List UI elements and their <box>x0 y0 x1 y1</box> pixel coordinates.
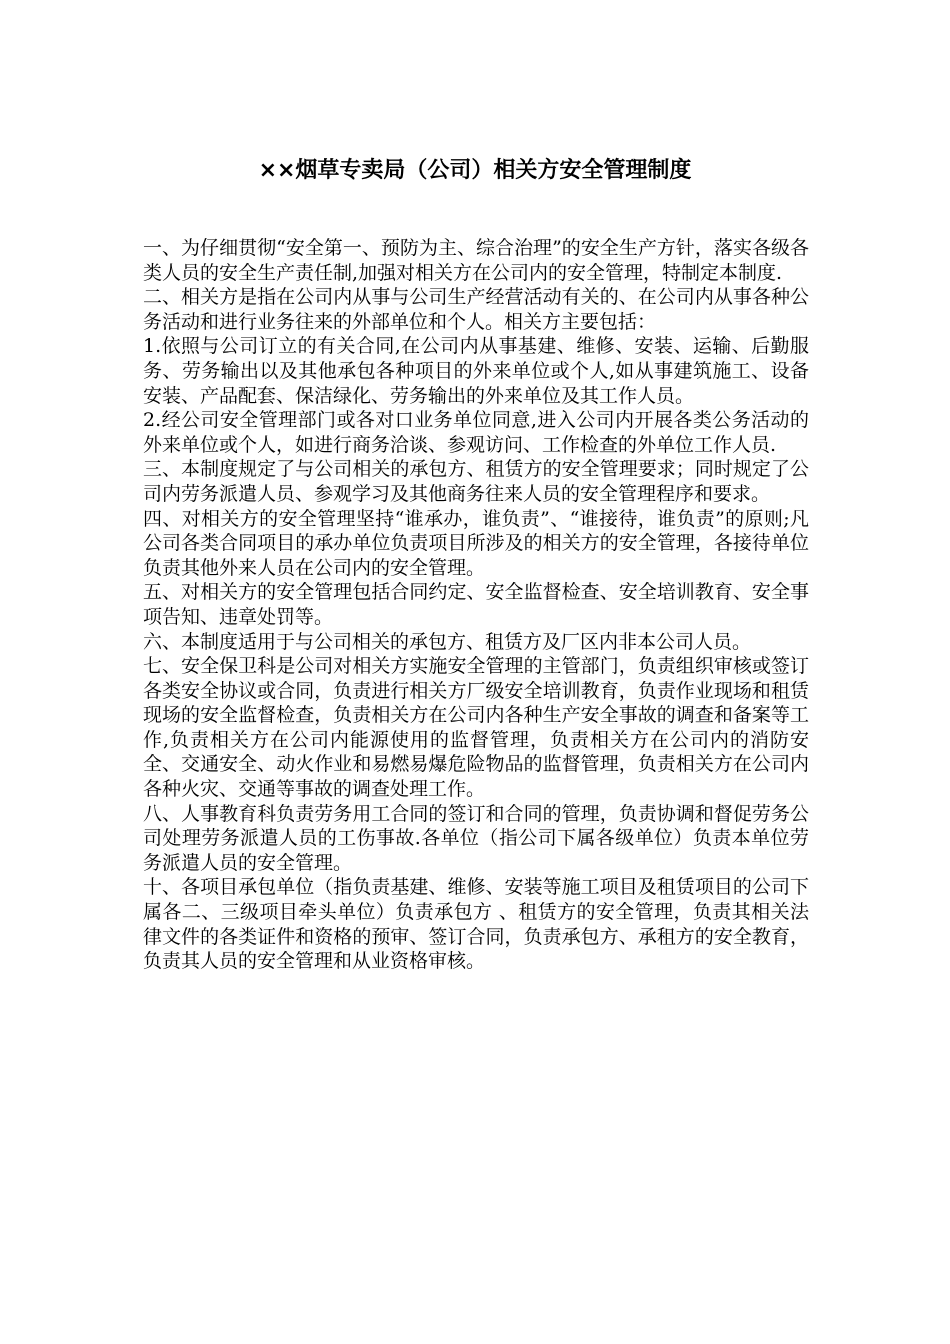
paragraph-1: 一、为仔细贯彻“安全第一、预防为主、综合治理”的安全生产方针，落实各级各类人员的安全生产责任制,加强对相关方在公司内的安全管理，特制定本制度. <box>143 237 809 284</box>
paragraph-2-item-2: 2.经公司安全管理部门或各对口业务单位同意,进入公司内开展各类公务活动的外来单位或个人，如进行商务洽谈、参观访问、工作检查的外单位工作人员. <box>143 409 809 456</box>
paragraph-3: 三、本制度规定了与公司相关的承包方、租赁方的安全管理要求；同时规定了公司内劳务派遣人员、参观学习及其他商务往来人员的安全管理程序和要求。 <box>143 458 809 505</box>
paragraph-4: 四、对相关方的安全管理坚持“谁承办，谁负责”、“谁接待，谁负责”的原则;凡公司各类合同项目的承办单位负责项目所涉及的相关方的安全管理，各接待单位负责其他外来人员在公司内的安全管理。 <box>143 507 809 579</box>
paragraph-6: 六、本制度适用于与公司相关的承包方、租赁方及厂区内非本公司人员。 <box>143 630 752 653</box>
paragraph-5: 五、对相关方的安全管理包括合同约定、安全监督检查、安全培训教育、安全事项告知、违章处罚等。 <box>143 581 809 628</box>
paragraph-10: 十、各项目承包单位（指负责基建、维修、安装等施工项目及租赁项目的公司下属各二、三级项目牵头单位）负责承包方 、租赁方的安全管理，负责其相关法律文件的各类证件和资格的预审、签订合同，负责承包方、承租方的安全教育，负责其人员的安全管理和从业资格审核。 <box>143 876 809 973</box>
paragraph-2-item-1: 1.依照与公司订立的有关合同,在公司内从事基建、维修、安装、运输、后勤服务、劳务输出以及其他承包各种项目的外来单位或个人,如从事建筑施工、设备安装、产品配套、保洁绿化、劳务输出的外来单位及其工作人员。 <box>143 335 809 407</box>
document-title: ××烟草专卖局（公司）相关方安全管理制度 <box>258 158 692 183</box>
paragraph-8: 八、人事教育科负责劳务用工合同的签订和合同的管理，负责协调和督促劳务公司处理劳务派遣人员的工伤事故.各单位（指公司下属各级单位）负责本单位劳务派遣人员的安全管理。 <box>143 802 809 874</box>
document-body <box>143 236 809 974</box>
paragraph-2: 二、相关方是指在公司内从事与公司生产经营活动有关的、在公司内从事各种公务活动和进行业务往来的外部单位和个人。相关方主要包括： <box>143 286 809 333</box>
paragraph-7: 七、安全保卫科是公司对相关方实施安全管理的主管部门，负责组织审核或签订各类安全协议或合同，负责进行相关方厂级安全培训教育，负责作业现场和租赁现场的安全监督检查，负责相关方在公司内各种生产安全事故的调查和备案等工作,负责相关方在公司内能源使用的监督管理，负责相关方在公司内的消防安全、交通安全、动火作业和易燃易爆危险物品的监督管理，负责相关方在公司内各种火灾、交通等事故的调查处理工作。 <box>143 655 809 801</box>
